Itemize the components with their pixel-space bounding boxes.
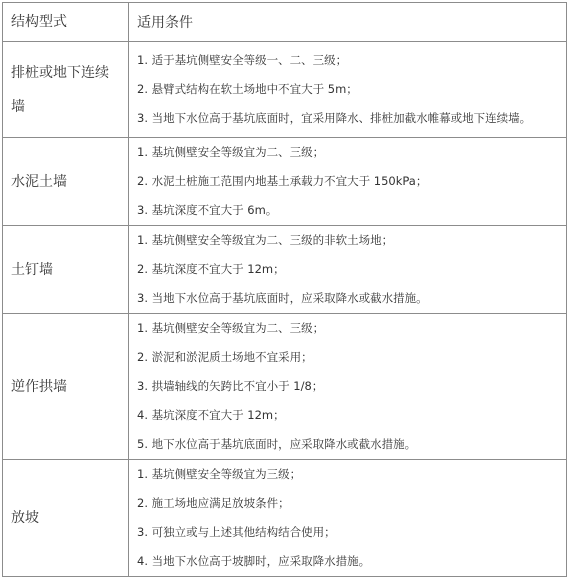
table-row <box>3 314 567 460</box>
condition-item: 4. 当地下水位高于坡脚时，应采取降水措施。 <box>137 554 371 568</box>
conditions-cell <box>129 42 567 138</box>
condition-item: 3. 可独立或与上述其他结构结合使用； <box>137 525 336 539</box>
condition-item: 3. 基坑深度不宜大于 6m。 <box>137 203 278 217</box>
condition-item: 4. 基坑深度不宜大于 12m； <box>137 408 285 422</box>
structure-type-cell <box>3 42 129 138</box>
condition-item: 3. 拱墙轴线的矢跨比不宜小于 1/8； <box>137 379 324 393</box>
condition-item: 2. 悬臂式结构在软土场地中不宜大于 5m； <box>137 82 358 96</box>
condition-item: 2. 淤泥和淤泥质土场地不宜采用； <box>137 350 313 364</box>
header-applicable-conditions: 适用条件 <box>129 3 567 42</box>
condition-item: 5. 地下水位高于基坑底面时，应采取降水或截水措施。 <box>137 437 417 451</box>
condition-item: 2. 施工场地应满足放坡条件； <box>137 496 290 510</box>
conditions-cell <box>129 314 567 460</box>
table-row <box>3 138 567 226</box>
conditions-cell <box>129 138 567 226</box>
table-row <box>3 42 567 138</box>
conditions-cell <box>129 460 567 577</box>
condition-item: 1. 基坑侧壁安全等级宜为三级； <box>137 467 302 481</box>
condition-item: 3. 当地下水位高于基坑底面时，宜采用降水、排桩加截水帷幕或地下连续墙。 <box>137 111 532 125</box>
structure-type-cell: 放坡 <box>3 460 129 577</box>
structure-type-line-2: 墙 <box>11 98 25 115</box>
structure-type-cell: 逆作拱墙 <box>3 314 129 460</box>
condition-item: 1. 基坑侧壁安全等级宜为二、三级； <box>137 145 325 159</box>
condition-item: 3. 当地下水位高于基坑底面时，应采取降水或截水措施。 <box>137 291 428 305</box>
table-row <box>3 460 567 577</box>
structure-conditions-table <box>2 2 567 577</box>
condition-item: 1. 适于基坑侧壁安全等级一、二、三级； <box>137 53 348 67</box>
table-header-row <box>3 3 567 42</box>
condition-item: 2. 水泥土桩施工范围内地基土承载力不宜大于 150kPa； <box>137 174 428 188</box>
structure-type-cell: 水泥土墙 <box>3 138 129 226</box>
table-row <box>3 226 567 314</box>
structure-type-line-1: 排桩或地下连续 <box>11 64 109 81</box>
header-structure-type: 结构型式 <box>3 3 129 42</box>
structure-type-cell: 土钉墙 <box>3 226 129 314</box>
condition-item: 1. 基坑侧壁安全等级宜为二、三级； <box>137 321 325 335</box>
condition-item: 2. 基坑深度不宜大于 12m； <box>137 262 285 276</box>
conditions-cell <box>129 226 567 314</box>
condition-item: 1. 基坑侧壁安全等级宜为二、三级的非软土场地； <box>137 233 394 247</box>
